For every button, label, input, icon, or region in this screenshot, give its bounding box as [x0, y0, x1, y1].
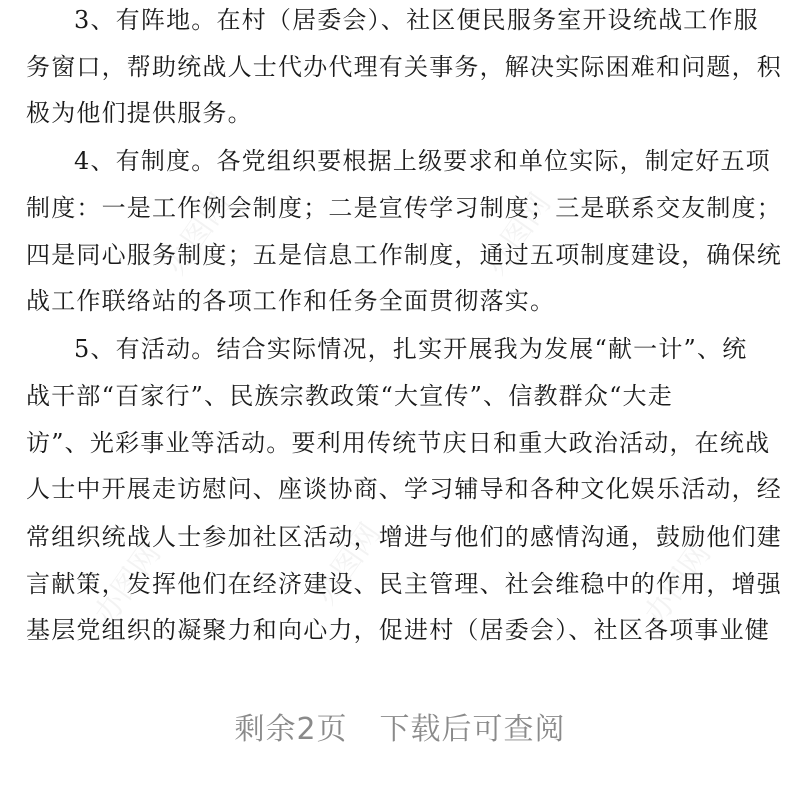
watermark: 办图网	[307, 517, 389, 611]
paragraph-line: 4、有制度。各党组织要根据上级要求和单位实际，制定好五项	[74, 147, 771, 175]
paragraph-line: 常组织统战人士参加社区活动，增进与他们的感情沟通，鼓励他们建	[26, 523, 782, 551]
paragraph-line: 3、有阵地。在村（居委会）、社区便民服务室开设统战工作服	[74, 6, 759, 34]
paragraph-line: 制度：一是工作例会制度；二是宣传学习制度；三是联系交友制度；	[26, 194, 782, 222]
watermark: 办图网	[157, 187, 239, 281]
download-hint-label: 下载后可查阅	[379, 712, 566, 747]
remaining-pages-notice[interactable]	[0, 700, 800, 760]
paragraph-line: 基层党组织的凝聚力和向心力，促进村（居委会）、社区各项事业健	[26, 616, 770, 644]
paragraph-line: 言献策，发挥他们在经济建设、民主管理、社会维稳中的作用，增强	[26, 570, 782, 598]
paragraph-line: 四是同心服务制度；五是信息工作制度，通过五项制度建设，确保统	[26, 241, 782, 269]
paragraph-line: 5、有活动。结合实际情况，扎实开展我为发展“献一计”、统	[74, 335, 748, 363]
watermark: 办图网	[637, 537, 719, 631]
paragraph-line: 战工作联络站的各项工作和任务全面贯彻落实。	[26, 287, 556, 315]
paragraph-line: 务窗口，帮助统战人士代办代理有关事务，解决实际困难和问题，积	[26, 53, 782, 81]
remaining-pages-label: 剩余2页	[234, 712, 348, 747]
paragraph-line: 人士中开展走访慰问、座谈协商、学习辅导和各种文化娱乐活动，经	[26, 475, 782, 503]
watermark: 办图网	[87, 537, 169, 631]
paragraph-line: 极为他们提供服务。	[26, 99, 253, 127]
paragraph-line: 战干部“百家行”、民族宗教政策“大宣传”、信教群众“大走	[26, 382, 673, 410]
paragraph-line: 访”、光彩事业等活动。要利用传统节庆日和重大政治活动，在统战	[26, 429, 771, 457]
watermark: 办图网	[477, 187, 559, 281]
